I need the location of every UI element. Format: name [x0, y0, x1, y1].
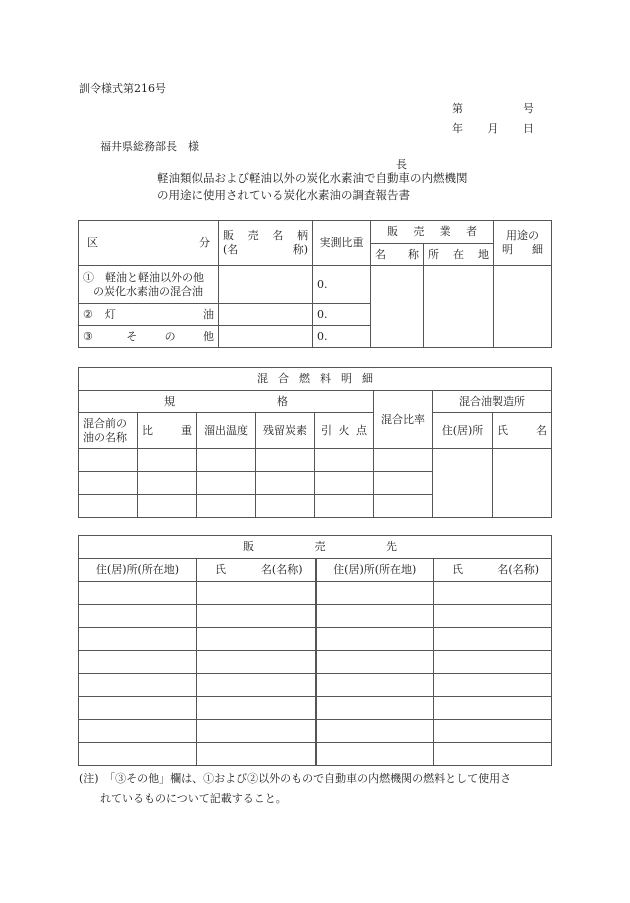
input-cell[interactable]: [138, 449, 197, 472]
note-line1: (注) 「③その他」欄は、①および②以外のもので自動車の内燃機関の燃料として使用さ: [79, 772, 512, 785]
input-cell[interactable]: [79, 449, 138, 472]
name-header: 氏 名(名称): [434, 559, 552, 582]
table-row: [79, 266, 552, 304]
mix-ratio-header: 混合比率: [374, 391, 433, 449]
address-cell[interactable]: [79, 720, 197, 743]
gravity-cell[interactable]: 0.: [313, 326, 371, 348]
input-cell[interactable]: [374, 449, 433, 472]
table-row: [79, 651, 552, 674]
table-row: [79, 697, 552, 720]
date-line: [452, 120, 534, 136]
gravity-cell[interactable]: 0.: [313, 266, 371, 304]
input-cell[interactable]: [374, 495, 433, 518]
address-cell[interactable]: [316, 697, 434, 720]
gravity-cell[interactable]: 0.: [313, 304, 371, 326]
date-year: 年: [452, 122, 463, 135]
manufacturer-name-cell[interactable]: [493, 449, 552, 518]
name-cell[interactable]: [434, 605, 552, 628]
address-cell[interactable]: [316, 628, 434, 651]
input-cell[interactable]: [374, 472, 433, 495]
input-cell[interactable]: [197, 449, 256, 472]
distill-temp-header: 溜出温度: [197, 413, 256, 449]
table-row: [79, 605, 552, 628]
name-cell[interactable]: [197, 582, 316, 605]
name-cell[interactable]: [434, 628, 552, 651]
seller-address-cell[interactable]: [424, 266, 494, 348]
name-cell[interactable]: [197, 674, 316, 697]
input-cell[interactable]: [315, 449, 374, 472]
table-row: [79, 449, 552, 472]
input-cell[interactable]: [256, 449, 315, 472]
mixed-fuel-title: 混 合 燃 料 明 細: [79, 368, 552, 391]
header-seller-name: 名 称: [371, 244, 424, 266]
address-header: 住(居)所(所在地): [316, 559, 434, 582]
row-label-other: ③ そ の 他: [79, 326, 219, 348]
input-cell[interactable]: [79, 495, 138, 518]
sender-title: 長: [396, 158, 407, 171]
name-cell[interactable]: [197, 651, 316, 674]
name-cell[interactable]: [197, 628, 316, 651]
date-day: 日: [523, 122, 534, 135]
note-line2: れているものについて記載すること。: [100, 792, 287, 805]
oil-name-header: 混合前の 油の名称: [79, 413, 138, 449]
name-cell[interactable]: [197, 743, 316, 766]
number-prefix: 第: [452, 102, 463, 115]
row-label-kerosene: ② 灯 油: [79, 304, 219, 326]
sales-destination-title: 販 売 先: [79, 536, 552, 559]
header-usage: 用途の 明 細: [494, 221, 552, 266]
header-seller-address: 所 在 地: [424, 244, 494, 266]
input-cell[interactable]: [197, 495, 256, 518]
address-cell[interactable]: [79, 651, 197, 674]
spec-header: 規 格: [79, 391, 374, 413]
address-cell[interactable]: [79, 628, 197, 651]
name-cell[interactable]: [434, 651, 552, 674]
input-cell[interactable]: [315, 472, 374, 495]
brand-cell[interactable]: [219, 326, 313, 348]
address-cell[interactable]: [79, 674, 197, 697]
address-cell[interactable]: [79, 582, 197, 605]
fuel-category-table: [78, 220, 552, 348]
header-brand: 販 売 名 柄 (名 称): [219, 221, 313, 266]
document-number-line: [452, 100, 534, 116]
sales-destination-table: [78, 535, 552, 766]
manufacturer-header: 混合油製造所: [433, 391, 552, 413]
report-title-line2: の用途に使用されている炭化水素油の調査報告書: [157, 188, 410, 202]
addressee: 福井県総務部長 様: [100, 140, 199, 153]
name-cell[interactable]: [434, 582, 552, 605]
table-row: [79, 720, 552, 743]
table-row: [79, 743, 552, 766]
mixed-fuel-detail-table: [78, 367, 552, 518]
address-cell[interactable]: [79, 697, 197, 720]
name-cell[interactable]: [197, 720, 316, 743]
address-cell[interactable]: [316, 651, 434, 674]
input-cell[interactable]: [79, 472, 138, 495]
address-cell[interactable]: [79, 743, 197, 766]
header-specific-gravity: 実測比重: [313, 221, 371, 266]
input-cell[interactable]: [256, 472, 315, 495]
name-cell[interactable]: [197, 697, 316, 720]
input-cell[interactable]: [138, 472, 197, 495]
name-cell[interactable]: [434, 674, 552, 697]
brand-cell[interactable]: [219, 304, 313, 326]
manufacturer-address-header: 住(居)所: [433, 413, 493, 449]
address-cell[interactable]: [316, 720, 434, 743]
input-cell[interactable]: [138, 495, 197, 518]
table-row: [79, 582, 552, 605]
table-row: [79, 674, 552, 697]
residual-carbon-header: 残留炭素: [256, 413, 315, 449]
report-title-line1: 軽油類似品および軽油以外の炭化水素油で自動車の内燃機関: [157, 171, 468, 185]
row-label-mixed-oil: ① 軽油と軽油以外の他 の炭化水素油の混合油: [79, 266, 219, 304]
name-header: 氏 名(名称): [197, 559, 316, 582]
input-cell[interactable]: [315, 495, 374, 518]
gravity-header: 比 重: [138, 413, 197, 449]
address-cell[interactable]: [316, 674, 434, 697]
seller-name-cell[interactable]: [371, 266, 424, 348]
address-cell[interactable]: [316, 582, 434, 605]
header-seller: 販 売 業 者: [371, 221, 494, 244]
address-cell[interactable]: [316, 743, 434, 766]
table-row: [79, 628, 552, 651]
form-number: 訓令様式第216号: [79, 82, 166, 95]
address-cell[interactable]: [316, 605, 434, 628]
flash-point-header: 引 火 点: [315, 413, 374, 449]
manufacturer-address-cell[interactable]: [433, 449, 493, 518]
header-category: 区 分: [79, 221, 219, 266]
name-cell[interactable]: [197, 605, 316, 628]
date-month: 月: [487, 122, 499, 135]
address-header: 住(居)所(所在地): [79, 559, 197, 582]
number-suffix: 号: [523, 102, 534, 115]
input-cell[interactable]: [197, 472, 256, 495]
name-cell[interactable]: [434, 743, 552, 766]
usage-cell[interactable]: [494, 266, 552, 348]
brand-cell[interactable]: [219, 266, 313, 304]
name-cell[interactable]: [434, 697, 552, 720]
address-cell[interactable]: [79, 605, 197, 628]
manufacturer-name-header: 氏 名: [493, 413, 552, 449]
name-cell[interactable]: [434, 720, 552, 743]
input-cell[interactable]: [256, 495, 315, 518]
